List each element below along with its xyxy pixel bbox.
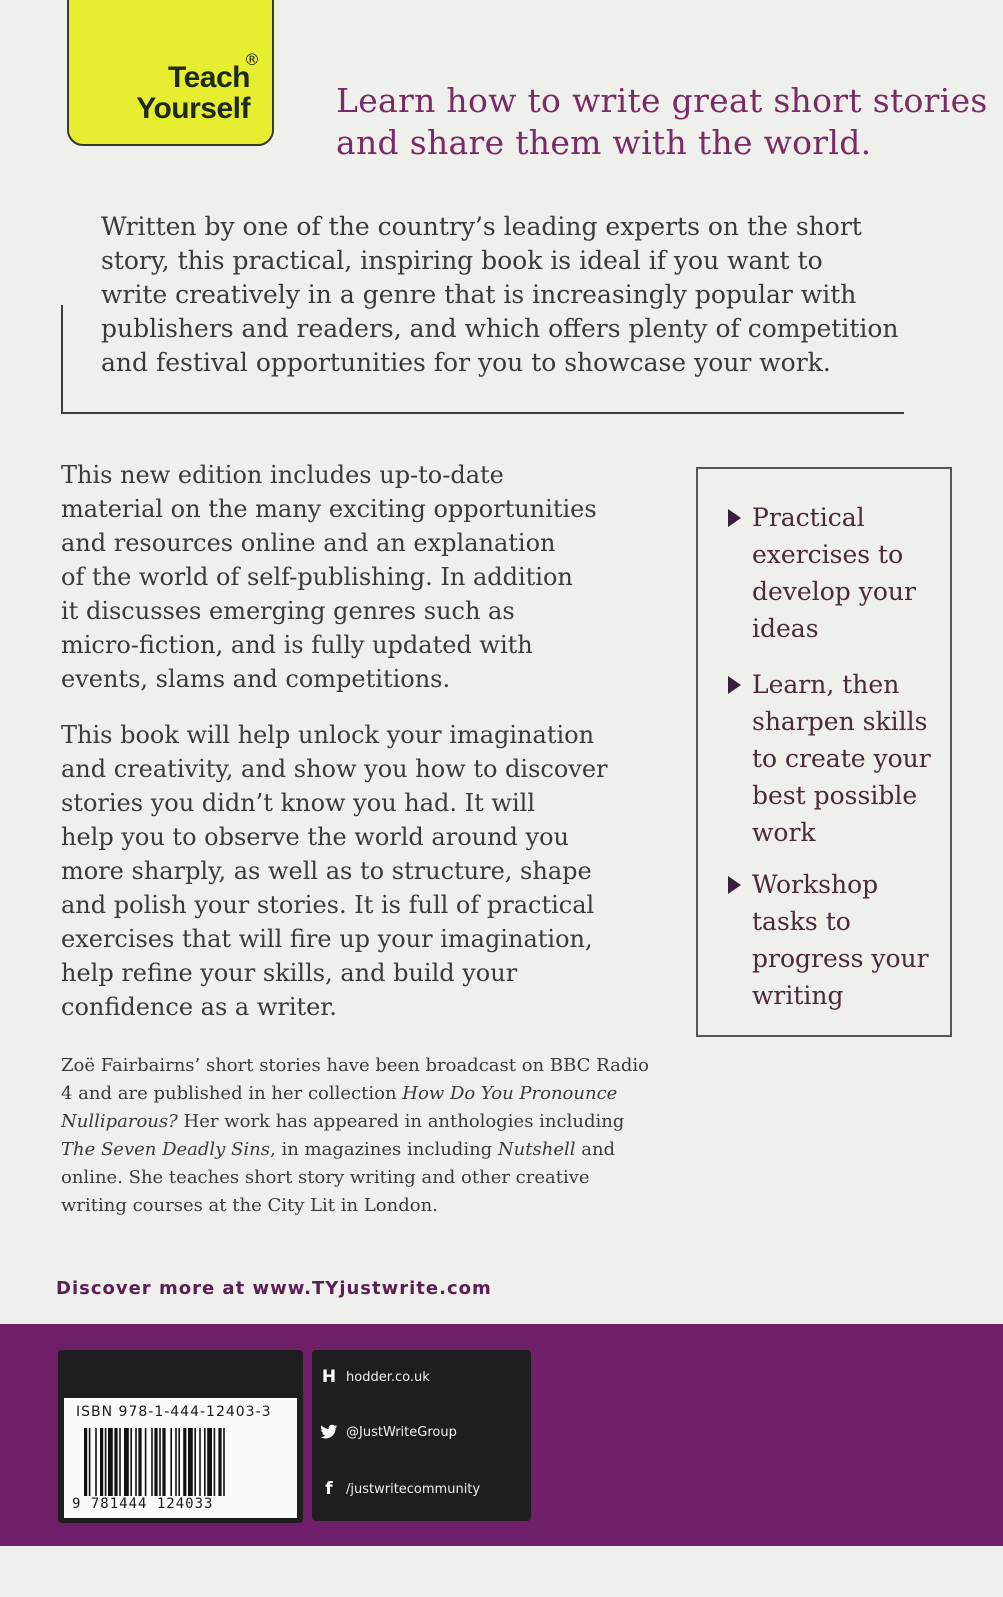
bullet-line: tasks to [752,907,851,936]
author-text: 4 and are published in her collection [61,1083,403,1104]
body-line: micro-fiction, and is fully updated with [61,631,533,659]
author-line [61,1080,701,1108]
barcode-bar [89,1428,91,1496]
body-line: more sharply, as well as to structure, shape [61,857,592,885]
body-paragraph-1 [61,458,681,696]
barcode-digits: 9 781444 124033 [72,1496,214,1512]
barcode-bar [135,1428,137,1496]
barcode-bar [95,1428,97,1496]
hodder-h-icon: H [321,1367,337,1387]
body-line: it discusses emerging genres such as [61,597,515,625]
barcode-bar [175,1428,177,1496]
bullet-line: writing [752,981,844,1010]
book-title: How Do You Pronounce [402,1083,618,1104]
author-text: Her work has appeared in anthologies including [177,1111,625,1132]
author-text: writing courses at the City Lit in London. [61,1195,438,1216]
bullet-line: best possible [752,781,918,810]
body-line: This new edition includes up-to-date [61,461,504,489]
barcode-bar [207,1428,212,1496]
intro-line: story, this practical, inspiring book is ideal if you want to [101,246,823,275]
social-links-panel [312,1350,531,1521]
facebook-f-icon: f [325,1479,333,1499]
barcode-bar [218,1428,221,1496]
body-line: help you to observe the world around you [61,823,570,851]
hodder-link[interactable] [320,1368,430,1386]
barcode-bar [130,1428,132,1496]
twitter-bird-svg [320,1424,338,1440]
bullet-line: exercises to [752,540,904,569]
author-text: Zoë Fairbairns’ short stories have been broadcast on BBC Radio [61,1055,649,1076]
barcode-bar [178,1428,180,1496]
body-paragraph-2 [61,718,681,1024]
barcode-bar [114,1428,117,1496]
barcode-bar [145,1428,147,1496]
author-line [61,1164,701,1192]
bullet-line: work [752,818,816,847]
body-line: material on the many exciting opportunities [61,495,597,523]
bullet-line: develop your [752,577,916,606]
logo-text [136,62,250,124]
tagline-line-2: and share them with the world. [336,123,872,162]
bottom-margin [0,1546,1003,1597]
barcode-bar [154,1428,157,1496]
bullet-line: progress your [752,944,929,973]
barcode-bar [194,1428,196,1496]
author-line [61,1052,701,1080]
bullet-line: Workshop [752,870,879,899]
features-box [696,467,952,1037]
book-title: Nulliparous? [61,1111,178,1132]
intro-paragraph [101,210,991,380]
body-line: exercises that will fire up your imagination, [61,925,593,953]
barcode-bar [199,1428,201,1496]
barcode-panel [58,1350,303,1523]
intro-rule-vertical [61,305,63,413]
registered-mark: ® [244,50,260,69]
barcode-label [64,1398,297,1518]
barcode-bar [183,1428,186,1496]
barcode-bar [100,1428,103,1496]
tagline-line-1: Learn how to write great short stories [336,81,988,120]
discover-more-link[interactable]: Discover more at www.TYjustwrite.com [56,1278,492,1299]
facebook-handle: /justwritecommunity [346,1481,481,1497]
barcode-bar [151,1428,153,1496]
triangle-bullet-icon [728,509,741,527]
barcode-bar [105,1428,107,1496]
bullet-line: to create your [752,744,931,773]
author-text: , in magazines including [270,1139,498,1160]
logo-line-1: Teach [168,61,250,94]
intro-rule-horizontal [61,412,904,414]
barcode-bar [119,1428,121,1496]
body-line: and polish your stories. It is full of practical [61,891,595,919]
author-bio [61,1052,701,1220]
barcode-bar [124,1428,129,1496]
body-line: and creativity, and show you how to discover [61,755,608,783]
body-line: events, slams and competitions. [61,665,451,693]
teach-yourself-logo [67,0,274,146]
body-line: stories you didn’t know you had. It will [61,789,535,817]
author-line [61,1192,701,1220]
intro-line: and festival opportunities for you to showcase your work. [101,348,831,377]
intro-line: Written by one of the country’s leading experts on the short [101,212,862,241]
intro-line: publishers and readers, and which offers plenty of competition [101,314,899,343]
intro-line: write creatively in a genre that is increasingly popular with [101,280,857,309]
author-text: and [575,1139,616,1160]
hodder-url: hodder.co.uk [346,1369,430,1385]
bullet-line: ideas [752,614,819,643]
barcode-bar [188,1428,193,1496]
bullet-line: Practical [752,503,865,532]
triangle-bullet-icon [728,676,741,694]
tagline [336,80,996,164]
barcode-bar [138,1428,141,1496]
author-line [61,1108,701,1136]
feature-bullet-3 [728,866,929,1014]
bullet-line: Learn, then [752,670,900,699]
barcode-bar [162,1428,165,1496]
barcode-bar [223,1428,225,1496]
logo-line-2: Yourself [136,92,250,125]
author-line [61,1136,701,1164]
barcode-bar [214,1428,216,1496]
twitter-bird-icon [320,1423,338,1441]
magazine-title: Nutshell [497,1139,576,1160]
bullet-line: sharpen skills [752,707,928,736]
triangle-bullet-icon [728,876,741,894]
body-line: and resources online and an explanation [61,529,556,557]
barcode-bar [170,1428,172,1496]
twitter-link[interactable] [320,1423,457,1441]
body-line: confidence as a writer. [61,993,337,1021]
barcode-bar [159,1428,161,1496]
facebook-link[interactable] [320,1480,480,1498]
author-text: online. She teaches short story writing and other creative [61,1167,590,1188]
barcode-bars [84,1428,284,1496]
isbn-number: ISBN 978-1-444-12403-3 [76,1404,272,1420]
barcode-bar [84,1428,87,1496]
body-line: This book will help unlock your imagination [61,721,595,749]
feature-bullet-1 [728,499,916,647]
twitter-handle: @JustWriteGroup [346,1424,457,1440]
body-line: help refine your skills, and build your [61,959,518,987]
barcode-bar [204,1428,206,1496]
body-line: of the world of self-publishing. In addition [61,563,573,591]
anthology-title: The Seven Deadly Sins [61,1139,270,1160]
feature-bullet-2 [728,666,931,851]
barcode-bar [108,1428,113,1496]
